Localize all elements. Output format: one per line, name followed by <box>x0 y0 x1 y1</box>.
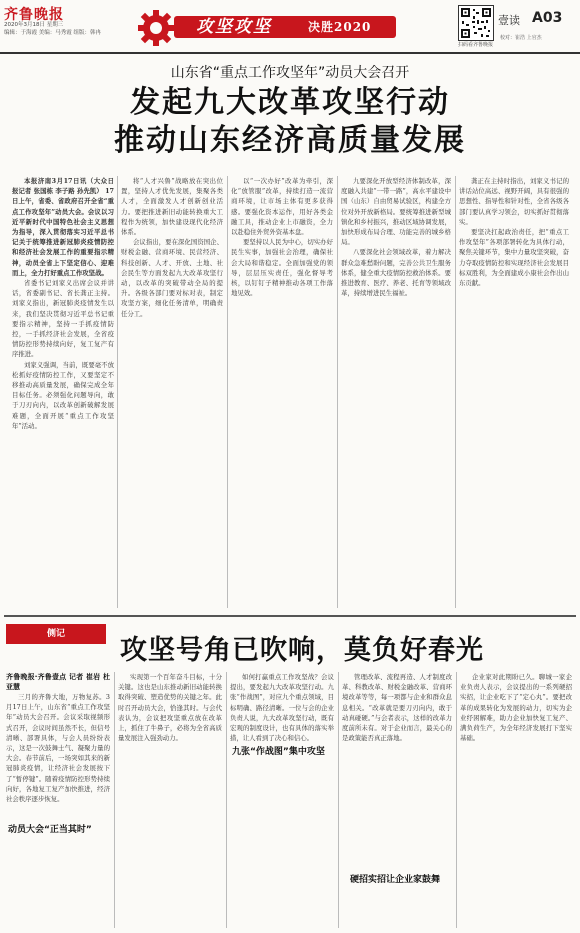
issue-editors: 编辑：于海霞 美编：马秀霞 组版：韩冉 <box>4 29 101 36</box>
article-paragraph: 企业家对此期盼已久。聊城一家企业负责人表示，会议提出的一系列硬招实招，让企业吃下了“定心丸”。要把改革的成果转化为发展的动力，切实为企业纾困解难，助力企业加快复工复产、满负荷生产，为全年经济发展打下坚实基础。 <box>460 673 572 743</box>
article-column-2 <box>121 176 223 608</box>
article-paragraph: 将“人才兴鲁”战略放在突出位置，坚持人才优先发展，集聚各类人才，全面激发人才创新创业活力。要把推进新旧动能转换重大工程作为统领，加快建设现代化经济体系。 <box>121 177 223 237</box>
column-divider <box>114 672 115 928</box>
article-paragraph: 省委书记刘家义出席会议并讲话，省委副书记、省长龚正主持。刘家义指出，新冠肺炎疫情发生以来，我们坚决贯彻习近平总书记重要指示精神，坚持一手抓疫情防控，一手抓经济社会发展，全省疫情防控形势持续向好，复工复产有序推进。 <box>12 279 114 359</box>
article-paragraph: 三月的齐鲁大地，万物复苏。3月17日上午，山东省“重点工作攻坚年”动员大会召开。会议采取视频形式召开，会议时间虽然不长，但信号清晰、部署具体，与会人员纷纷表示，这是一次鼓舞士气、凝聚力量的大会。春节前后，一场突如其来的新冠肺炎疫情，让经济社会发展按下了“暂停键”。随着疫情防控形势持续向好，各地复工复产加快推进，经济社会秩序逐步恢复。 <box>6 693 110 804</box>
article-paragraph: 八要深化社会领域改革，着力解决群众急难愁盼问题，完善公共卫生服务体系，健全重大疫情防控救治体系。要推进教育、医疗、养老、托育等领域改革，持续增进民生福祉。 <box>341 248 451 298</box>
article-paragraph: 要坚决扛起政治责任，把“重点工作攻坚年”各项部署转化为具体行动，聚焦关键环节，集中力量攻坚突破，奋力夺取疫情防控和实现经济社会发展目标双胜利，为全面建成小康社会作出山东贡献。 <box>459 228 569 288</box>
article-paragraph: 要坚持以人民为中心，切实办好民生实事，加强社会治理，确保社会大局和谐稳定。全面加强党的领导，层层压实责任，强化督导考核，以钉钉子精神推动各项工作落地见效。 <box>231 238 333 298</box>
banner-subtitle: 决胜2020 <box>308 20 372 34</box>
column-divider <box>337 176 338 608</box>
article-lead: 本报济南3月17日讯（大众日报记者 张国栋 李子路 孙先凯） 17日上午，省委、省政府召开全省“重点工作攻坚年”动员大会。会议以习近平新时代中国特色社会主义思想为指导，深入贯彻落实习近平总书记关于统筹推进新冠肺炎疫情防控和经济社会发展工作的重要指示精神，动员全省上下坚定信心、迎难而上，全力打好重点工作攻坚战。 <box>12 177 114 277</box>
article-paragraph: 以“一次办好”改革为牵引，深化“放管服”改革，持续打造一流营商环境，让市场主体有更多获得感。要强化资本运作，用好各类金融工具，推动企业上市融资，全力以赴稳住外贸外资基本盘。 <box>231 177 333 237</box>
qr-caption: 扫码看齐鲁晚报 <box>458 42 494 48</box>
issue-date: 2020年3月18日 星期三 <box>4 22 64 28</box>
article-paragraph: 会议指出，要在深化国资国企、财税金融、营商环境、民营经济、科技创新、人才、开放、土地、社会民生等方面发起九大改革攻坚行动，以改革的突破带动全局的提升。各级各部门要对标对表，制定攻坚方案，细化任务清单，明确责任分工。 <box>121 238 223 318</box>
column-divider <box>117 176 118 608</box>
newspaper-logo: 齐鲁晚报 <box>4 7 64 23</box>
article-column-3 <box>231 176 333 608</box>
masthead-rule <box>0 52 580 54</box>
story2-column-5 <box>460 672 572 928</box>
story2-column-3 <box>230 672 334 928</box>
section-banner <box>136 10 400 46</box>
page-number: A03 <box>532 10 563 26</box>
column-divider <box>226 672 227 928</box>
story-kicker: 山东省“重点工作攻坚年”动员大会召开 <box>170 65 410 81</box>
article-paragraph: 刘家义强调，当前，既要毫不放松抓好疫情防控工作，又要坚定不移推动高质量发展，确保完成全年目标任务。必须强化问题导向，敢于刀刃向内，以改革创新破解发展难题，全面开展“重点工作攻坚年”活动。 <box>12 360 114 430</box>
column-divider <box>456 672 457 928</box>
section-tag: 侧记 <box>6 624 106 644</box>
subhead-1: 动员大会“正当其时” <box>8 822 108 835</box>
proofreaders: 校对：崔浩 上官杰 <box>500 35 542 41</box>
section-name: 壹读 <box>498 14 520 27</box>
story2-byline: 齐鲁晚报·齐鲁壹点 记者 崔岩 杜亚慧 <box>6 673 110 691</box>
article-column-5 <box>459 176 569 608</box>
story2-column-4 <box>342 672 452 928</box>
article-paragraph: 如何打赢重点工作攻坚战？会议提出，要发起九大改革攻坚行动。九张“作战图”，对应九个重点领域，目标明确、路径清晰。一位与会的企业负责人说，九大改革攻坚行动，既有宏观的制度设计，也有具体的落实举措，让人看到了决心和信心。 <box>230 673 334 743</box>
headline-line2: 推动山东经济高质量发展 <box>114 123 466 158</box>
article-paragraph: 龚正在主持时指出，刘家义书记的讲话站位高远、视野开阔，具有很强的思想性、指导性和针对性，全省各级各部门要认真学习领会，切实抓好贯彻落实。 <box>459 177 569 226</box>
article-paragraph: 九要深化开放型经济体制改革，深度融入共建“一带一路”，高水平建设中国（山东）自由贸易试验区，构建全方位对外开放新格局。要统筹推进新型城镇化和乡村振兴，推动区域协调发展，加快形成布局合理、功能完善的城乡格局。 <box>341 177 451 247</box>
column-divider <box>227 176 228 608</box>
story2-column-2 <box>118 672 222 928</box>
banner-title: 攻坚攻坚 <box>196 17 272 37</box>
story2-headline: 攻坚号角已吹响，莫负好春光 <box>120 635 484 666</box>
headline-line1: 发起九大改革攻坚行动 <box>130 85 450 120</box>
story-separator <box>4 615 576 617</box>
article-paragraph: 管理改革、流程再造、人才制度改革、科教改革、财税金融改革、营商环境改革等等，每一项都与企业和群众息息相关。“改革就是要刀刃向内，敢于动真碰硬。”与会者表示，这样的改革力度前所未有。对于企业而言，最关心的是政策能否真正落地。 <box>342 673 452 743</box>
story2-column-1 <box>6 672 110 928</box>
issue-meta <box>4 22 101 37</box>
subhead-2: 九张“作战图”集中攻坚 <box>232 744 332 757</box>
qr-code-icon <box>458 5 494 41</box>
column-divider <box>338 672 339 928</box>
subhead-3: 硬招实招让企业家鼓舞 <box>350 872 450 885</box>
article-column-1 <box>12 176 114 608</box>
article-paragraph: 实现第一个百年奋斗目标，十分关键。这也是山东推动新旧动能转换取得突破、塑造优势的关键之年。此时召开动员大会，恰逢其时。与会代表认为，会议把攻坚重点放在改革上，抓住了牛鼻子，必将为全省高质量发展注入强劲动力。 <box>118 673 222 743</box>
column-divider <box>455 176 456 608</box>
article-column-4 <box>341 176 451 608</box>
